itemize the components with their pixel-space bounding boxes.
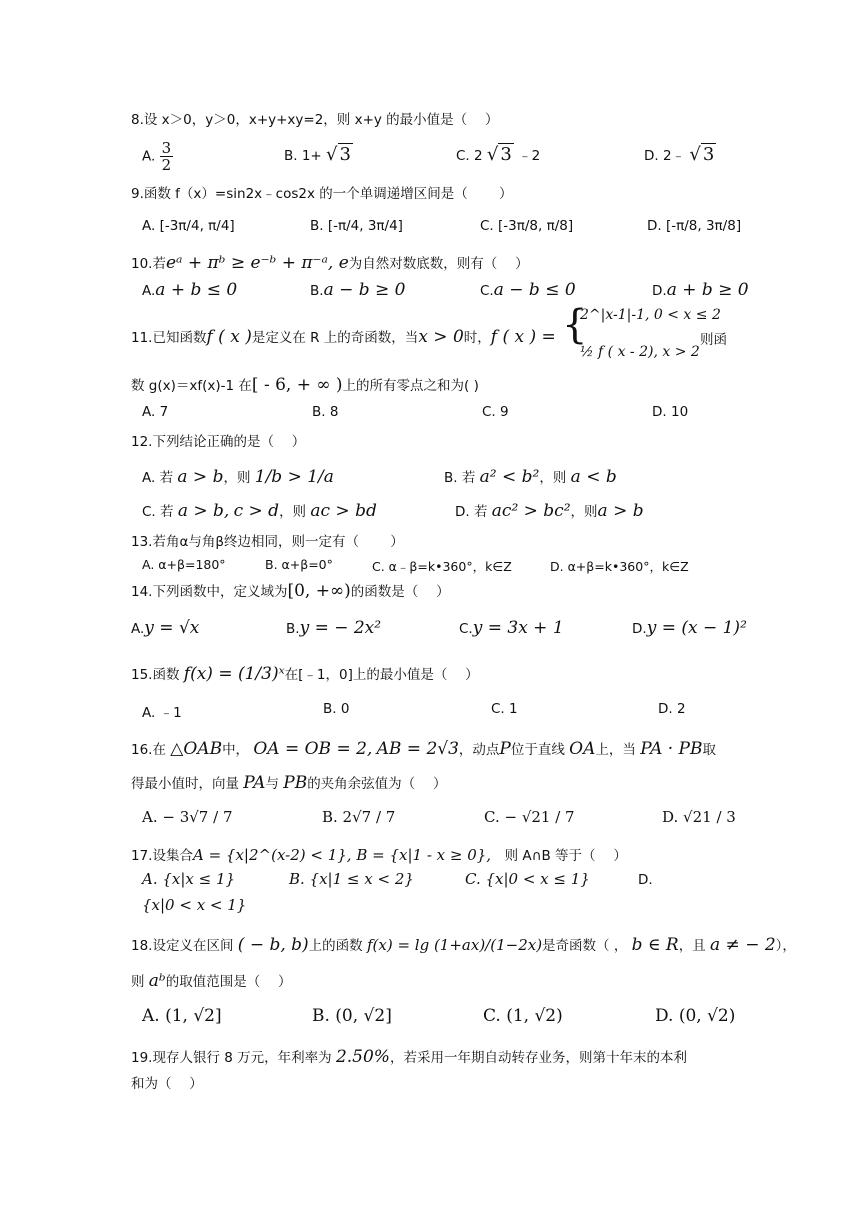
q11-option-c[interactable]: C. 9	[482, 404, 509, 420]
q15-option-b[interactable]: B. 0	[323, 701, 350, 717]
math-expression: eᵃ + πᵇ ≥ e⁻ᵇ + π⁻ᵃ, e	[165, 253, 349, 273]
q11-stem: 11.已知函数f ( x )是定义在 R 上的奇函数，当x > 0时，f ( x ) =	[131, 327, 556, 347]
q18-stem-line1: 18.设定义在区间 ( − b, b)上的函数 f(x) = lg (1+ax)/(1−2x)是奇函数（ ， b ∈ R，且 a ≠ − 2），	[131, 935, 796, 955]
q16-stem-line1: 16.在 △OAB中， OA = OB = 2, AB = 2√3，动点P位于直线 OA上，当 PA · PB取	[131, 739, 716, 759]
q13-stem: 13.若角α与角β终边相同，则一定有（ ）	[131, 534, 404, 550]
sqrt: √ 3	[486, 144, 512, 165]
q13-option-b[interactable]: B. α+β=0°	[265, 557, 333, 572]
q9-option-c[interactable]: C. [-3π/8, π/8]	[480, 218, 574, 234]
q9-option-b[interactable]: B. [-π/4, 3π/4]	[310, 218, 403, 234]
q14-stem: 14.下列函数中，定义域为[0, +∞)的函数是（ ）	[131, 581, 450, 601]
q8-option-a[interactable]	[142, 140, 173, 173]
q10-option-b[interactable]: B.a − b ≥ 0	[310, 280, 406, 300]
q16-option-b[interactable]: B. 2√7 / 7	[322, 808, 396, 826]
sqrt: √ 3	[689, 144, 715, 165]
q13-option-d[interactable]: D. α+β=k•360°，k∈Z	[550, 559, 689, 574]
q18-stem-line2: 则 aᵇ的取值范围是（ ）	[131, 971, 292, 991]
q18-option-b[interactable]: B. (0, √2]	[312, 1006, 392, 1026]
q14-option-a[interactable]: A.y = √x	[131, 618, 200, 638]
q17-option-d[interactable]: {x|0 < x < 1}	[142, 896, 247, 914]
q16-option-d[interactable]: D. √21 / 3	[662, 808, 736, 826]
q14-option-d[interactable]: D.y = (x − 1)²	[632, 618, 747, 638]
q16-stem-line2: 得最小值时，向量 PA与 PB的夹角余弦值为（ ）	[131, 773, 447, 793]
q8-option-d[interactable]: D. 2﹣ √ 3	[644, 144, 715, 165]
fraction: $\frac{3}{2}$	[161, 139, 172, 174]
q17-stem: 17.设集合A = {x|2^(x-2) < 1}, B = {x|1 - x ≥ 0}, 则 A∩B 等于（ ）	[131, 846, 627, 864]
q17-option-b[interactable]: B. {x|1 ≤ x < 2}	[289, 870, 414, 888]
q9-option-a[interactable]: A. [-3π/4, π/4]	[142, 218, 235, 234]
q12-option-c[interactable]: C. 若 a > b, c > d，则 ac > bd	[142, 501, 377, 521]
q16-option-c[interactable]: C. − √21 / 7	[484, 808, 575, 826]
q19-stem-line2: 和为（ ）	[131, 1076, 203, 1092]
q10-option-c[interactable]: C.a − b ≤ 0	[480, 280, 576, 300]
q8-option-c[interactable]: C. 2 √ 3 ﹣2	[456, 144, 541, 165]
q14-option-b[interactable]: B.y = − 2x²	[286, 618, 382, 638]
q11-option-a[interactable]: A. 7	[142, 404, 169, 420]
q19-stem-line1: 19.现存人银行 8 万元，年利率为 2.50%，若采用一年期自动转存业务，则第十年末的本利	[131, 1047, 687, 1067]
q14-option-c[interactable]: C.y = 3x + 1	[459, 618, 564, 638]
q17-option-d-label[interactable]: D.	[638, 872, 653, 888]
option-label: A.	[142, 148, 156, 165]
q16-option-a[interactable]: A. − 3√7 / 7	[142, 808, 233, 826]
q12-option-a[interactable]: A. 若 a > b，则 1/b > 1/a	[142, 467, 334, 487]
q9-option-d[interactable]: D. [-π/8, 3π/8]	[647, 218, 742, 234]
q11-option-b[interactable]: B. 8	[312, 404, 339, 420]
q15-option-d[interactable]: D. 2	[658, 701, 686, 717]
piecewise-brace: {	[562, 302, 588, 348]
q15-option-c[interactable]: C. 1	[491, 701, 518, 717]
sqrt: √ 3	[326, 144, 351, 165]
q15-stem: 15.函数 f(x) = (1/3)ˣ在[﹣1，0]上的最小值是（ ）	[131, 664, 479, 684]
q15-option-a[interactable]: A. ﹣1	[142, 705, 182, 721]
q18-option-a[interactable]: A. (1, √2]	[142, 1006, 222, 1026]
q12-option-b[interactable]: B. 若 a² < b²，则 a < b	[444, 467, 617, 487]
q8-stem: 8.设 x＞0，y＞0，x+y+xy=2，则 x+y 的最小值是（ ）	[131, 112, 499, 128]
q10-option-a[interactable]: A.a + b ≤ 0	[142, 280, 238, 300]
q8-option-b[interactable]: B. 1+ √ 3	[284, 144, 351, 165]
q17-option-a[interactable]: A. {x|x ≤ 1}	[142, 870, 236, 888]
q11-stem-tail: 则函	[700, 332, 727, 348]
q12-option-d[interactable]: D. 若 ac² > bc²，则a > b	[455, 501, 644, 521]
q13-option-a[interactable]: A. α+β=180°	[142, 557, 226, 572]
q10-option-d[interactable]: D.a + b ≥ 0	[652, 280, 749, 300]
piecewise-case-2: ½ f ( x - 2), x > 2	[580, 344, 700, 360]
q11-stem-line2: 数 g(x)＝xf(x)-1 在[ - 6, + ∞ )上的所有零点之和为( )	[131, 375, 479, 395]
q18-option-c[interactable]: C. (1, √2)	[483, 1006, 563, 1026]
q11-option-d[interactable]: D. 10	[652, 404, 689, 420]
math-expression: f(x) = (1/3)ˣ	[183, 664, 285, 684]
piecewise-case-1: 2^|x-1|-1, 0 < x ≤ 2	[580, 307, 721, 323]
q9-stem: 9.函数 f（x）=sin2x﹣cos2x 的一个单调递增区间是（ ）	[131, 186, 513, 202]
q13-option-c[interactable]: C. α﹣β=k•360°，k∈Z	[372, 559, 512, 574]
q17-option-c[interactable]: C. {x|0 < x ≤ 1}	[465, 870, 590, 888]
q10-stem: 10.若eᵃ + πᵇ ≥ e⁻ᵇ + π⁻ᵃ, e为自然对数底数，则有（ ）	[131, 253, 529, 273]
q12-stem: 12.下列结论正确的是（ ）	[131, 434, 306, 450]
q18-option-d[interactable]: D. (0, √2)	[655, 1006, 736, 1026]
